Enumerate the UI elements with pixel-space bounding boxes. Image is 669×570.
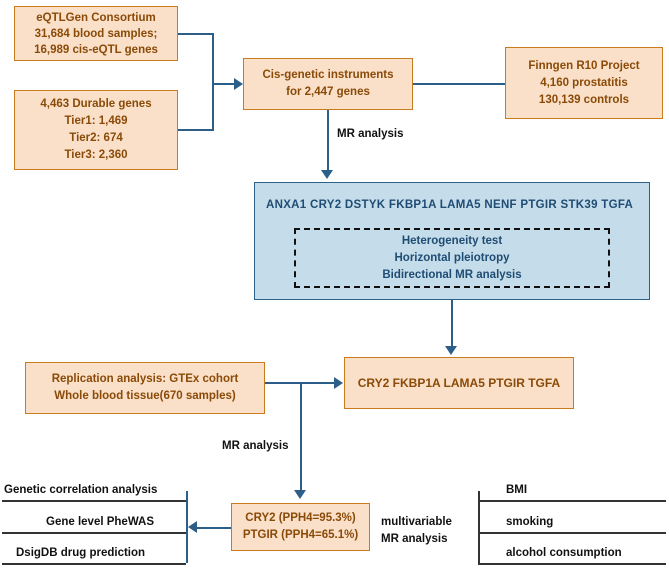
covariate-bmi: BMI	[506, 484, 528, 496]
arrow-into-validated-genes-right	[334, 377, 343, 389]
downstream-item-drug-prediction: DsigDB drug prediction	[16, 547, 146, 559]
gene-panel-tests-box	[294, 228, 610, 288]
connector-merge-to-instruments	[212, 83, 236, 85]
arrow-into-instruments	[234, 78, 243, 90]
downstream-rule-3	[2, 563, 186, 565]
arrow-into-downstream	[188, 521, 197, 533]
connector-mid-down	[300, 382, 302, 492]
finngen-line-2: 4,160 prostatitis	[540, 76, 628, 89]
covariate-rule-1	[478, 500, 666, 502]
finngen-line-1: Finngen R10 Project	[528, 59, 640, 72]
connector-finngen-left	[413, 83, 505, 85]
node-eqtlgen-consortium	[14, 6, 178, 61]
node-finngen-project	[505, 47, 663, 119]
downstream-rule-1	[2, 500, 186, 502]
replication-line-2: Whole blood tissue(670 samples)	[54, 390, 236, 402]
label-mr-analysis-mid: MR analysis	[222, 440, 289, 452]
downstream-item-genetic-correlation: Genetic correlation analysis	[4, 484, 158, 496]
instruments-line-2: for 2,447 genes	[286, 86, 370, 98]
durable-line-4: Tier3: 2,360	[64, 149, 128, 161]
connector-final-to-downstream	[193, 527, 231, 529]
durable-line-3: Tier2: 674	[69, 132, 123, 144]
validated-genes-line-1: CRY2 FKBP1A LAMA5 PTGIR TGFA	[357, 376, 561, 390]
label-mr-analysis-top: MR analysis	[337, 128, 404, 140]
covariate-rule-3	[478, 563, 666, 565]
durable-line-2: Tier1: 1,469	[64, 115, 128, 127]
node-final-genes	[231, 503, 370, 551]
node-validated-genes	[344, 357, 574, 409]
arrow-into-validated-genes	[445, 346, 457, 355]
arrow-into-gene-panel	[321, 170, 333, 179]
connector-instruments-down	[327, 110, 329, 172]
gene-panel-gene-list: ANXA1 CRY2 DSTYK FKBP1A LAMA5 NENF PTGIR STK39 TGFA	[266, 199, 634, 211]
connector-eqtlgen-right	[178, 33, 214, 35]
final-genes-line-1: CRY2 (PPH4=95.3%)	[245, 512, 356, 524]
covariate-smoking: smoking	[506, 516, 554, 528]
eqtlgen-line-2: 31,684 blood samples;	[34, 27, 158, 40]
arrow-into-final-genes	[294, 490, 306, 499]
eqtlgen-line-3: 16,989 cis-eQTL genes	[34, 43, 158, 56]
test-line-2: Horizontal pleiotropy	[394, 251, 510, 264]
connector-panel-down	[451, 300, 453, 348]
connector-left-merge-vertical	[212, 33, 214, 131]
test-line-1: Heterogeneity test	[401, 234, 503, 247]
covariate-rule-2	[478, 532, 666, 534]
downstream-item-pheWAS: Gene level PheWAS	[46, 516, 155, 528]
covariate-alcohol: alcohol consumption	[506, 547, 622, 559]
test-line-3: Bidirectional MR analysis	[382, 268, 522, 281]
node-cis-genetic-instruments	[243, 58, 413, 110]
connector-downstream-vertical	[186, 491, 188, 563]
label-multivariable-2: MR analysis	[381, 533, 448, 545]
instruments-line-1: Cis-genetic instruments	[262, 69, 394, 81]
finngen-line-3: 130,139 controls	[538, 93, 630, 106]
node-replication-analysis	[25, 362, 265, 414]
connector-covariates-vertical	[478, 491, 480, 563]
durable-line-1: 4,463 Durable genes	[40, 98, 152, 110]
eqtlgen-line-1: eQTLGen Consortium	[36, 11, 156, 24]
downstream-rule-2	[2, 532, 186, 534]
node-durable-genes	[14, 90, 178, 170]
connector-durable-right	[178, 129, 214, 131]
final-genes-line-2: PTGIR (PPH4=65.1%)	[242, 529, 359, 541]
label-multivariable-1: multivariable	[381, 516, 452, 528]
replication-line-1: Replication analysis: GTEx cohort	[51, 373, 239, 385]
